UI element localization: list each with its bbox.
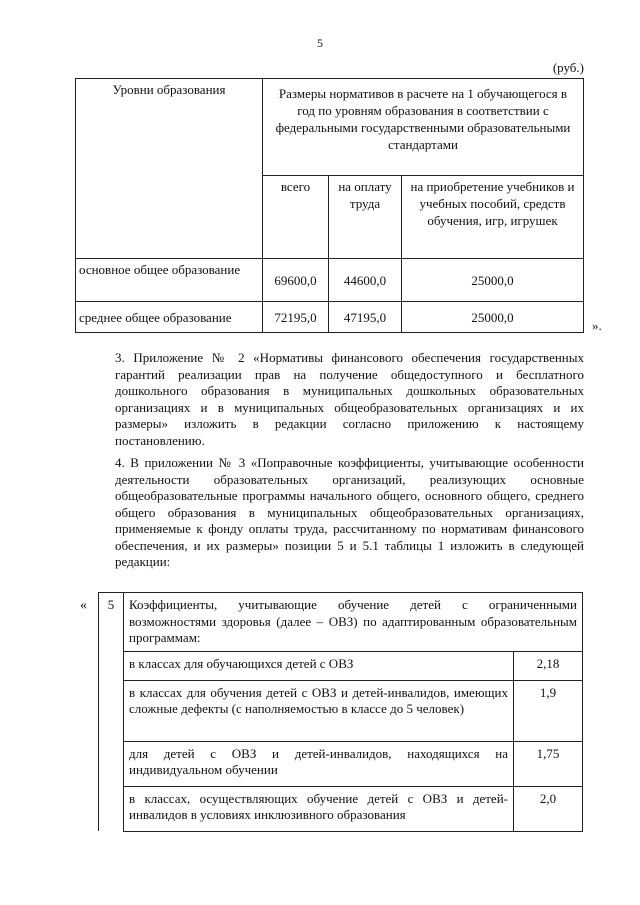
subheader-textbooks: на приобретение учебников и учебных пособий, средств обучения, игр, игрушек (402, 176, 584, 259)
table-row (99, 741, 583, 786)
header-norms: Размеры нормативов в расчете на 1 обучающегося в год по уровням образования в соответствии с федеральными государственными образовательными стандартами (263, 79, 584, 176)
paragraph-3 (75, 350, 584, 449)
open-quote: « (80, 598, 87, 613)
row-text: в классах для обучения детей с ОВЗ и детей-инвалидов, имеющих сложные дефекты (с наполняемостью в классе до 5 человек) (124, 680, 514, 741)
paragraph-4-text: 4. В приложении № 3 «Поправочные коэффициенты, учитывающие особенности деятельности образовательных организаций, реализующих основные общеобразовательные программы начального общего, основного общего, среднего общего образования в муниципальных общеобразовательных организациях, применяемые к фонду оплаты труда, рассчитанному по нормативам финансового обеспечения, и их размеры» позиции 5 и 5.1 таблицы 1 изложить в следующей редакции: (115, 455, 584, 569)
row-text: для детей с ОВЗ и детей-инвалидов, находящихся на индивидуальном обучении (124, 741, 514, 786)
currency-note: (руб.) (552, 60, 584, 75)
row-value: 1,9 (514, 680, 583, 741)
table-row (99, 651, 583, 680)
row-value: 2,0 (514, 786, 583, 831)
paragraph-4 (75, 455, 584, 571)
row-value: 2,18 (514, 651, 583, 680)
row-salary: 47195,0 (329, 302, 402, 333)
subheader-salary: на оплату труда (329, 176, 402, 259)
row-text: в классах, осуществляющих обучение детей с ОВЗ и детей-инвалидов в условиях инклюзивного образования (124, 786, 514, 831)
table-row (99, 786, 583, 831)
row-value: 1,75 (514, 741, 583, 786)
coefficients-heading: Коэффициенты, учитывающие обучение детей с ограниченными возможностями здоровья (далее – ОВЗ) по адаптированным образовательным программам: (124, 593, 583, 652)
page-number: 5 (317, 36, 323, 50)
row-salary: 44600,0 (329, 259, 402, 302)
row-level: среднее общее образование (76, 302, 263, 333)
table-row (76, 259, 584, 302)
row-textbooks: 25000,0 (402, 302, 584, 333)
table-row (99, 680, 583, 741)
table-row (76, 302, 584, 333)
row-level: основное общее образование (76, 259, 263, 302)
row-total: 69600,0 (263, 259, 329, 302)
header-levels: Уровни образования (76, 79, 263, 259)
norms-table (75, 78, 584, 333)
row-total: 72195,0 (263, 302, 329, 333)
closing-quote: ». (592, 318, 602, 333)
paragraph-3-text: 3. Приложение № 2 «Нормативы финансового обеспечения государственных гарантий реализации прав на получение общедоступного и бесплатного дошкольного образования в муниципальных дошкольных образовательных организациях и в муниципальных общеобразовательных организациях и их размеры» изложить в редакции согласно приложению к настоящему постановлению. (115, 350, 584, 448)
subheader-total: всего (263, 176, 329, 259)
row-number: 5 (99, 593, 124, 832)
coefficients-table (98, 592, 583, 832)
row-text: в классах для обучающихся детей с ОВЗ (124, 651, 514, 680)
row-textbooks: 25000,0 (402, 259, 584, 302)
